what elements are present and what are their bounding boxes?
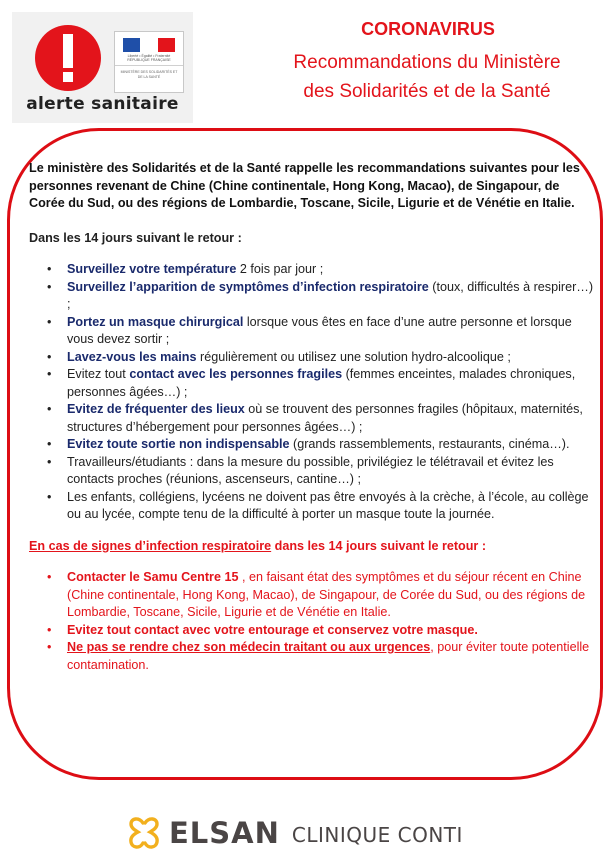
republic-motto: Liberté • Égalité • Fraternité RÉPUBLIQUE FRANÇAISE — [127, 54, 171, 62]
item-detail: (femmes enceintes, malades chroniques, personnes âgées…) ; — [67, 367, 576, 399]
bullet-icon: • — [47, 314, 52, 329]
item-emphasis: Surveillez l’apparition de symptômes d’infection respiratoire — [67, 279, 429, 294]
subtitle-line-1: Recommandations du Ministère — [293, 52, 561, 73]
bullet-icon: • — [47, 367, 52, 381]
item-emphasis: Evitez de fréquenter des lieux — [67, 402, 245, 416]
item-emphasis: Lavez-vous les mains — [67, 349, 197, 364]
french-flag-icon — [123, 38, 175, 52]
republique-francaise-logo — [114, 31, 184, 93]
exclamation-alert-icon — [35, 25, 101, 91]
bullet-icon: • — [47, 489, 52, 504]
section-heading-return: Dans les 14 jours suivant le retour : — [29, 230, 242, 245]
bullet-icon: • — [47, 262, 52, 276]
recommendations-content — [29, 160, 594, 674]
item-detail: (toux, difficultés à respirer…) ; — [67, 279, 594, 311]
list-item — [29, 314, 594, 349]
bullet-icon: • — [47, 279, 52, 294]
item-prefix: Les enfants, collégiens, lycéens ne doivent pas être envoyés à la crèche, à l’école, au collège ou au lycée, compte tenu de la difficulté à porter un masque toute la journée. — [67, 489, 589, 521]
list-item — [29, 569, 594, 622]
item-detail: régulièrement ou utilisez une solution hydro-alcoolique ; — [196, 349, 511, 364]
item-emphasis: Evitez toute sortie non indispensable — [67, 437, 290, 451]
item-detail: , en faisant état des symptômes et du séjour récent en Chine (Chine continentale, Hong Kong, Macao), de Singapour, de Corée du Sud, ou des régions de Lombardie, Toscane, Sicile, Ligurie et de Vénétie en Italie. — [67, 570, 586, 619]
list-item — [29, 401, 594, 436]
divider — [115, 65, 183, 66]
item-detail: (grands rassemblements, restaurants, cinéma…). — [289, 437, 570, 451]
bullet-icon: • — [47, 640, 52, 654]
brand-name: ELSAN — [169, 816, 280, 850]
item-detail: lorsque vous êtes en face d’une autre personne et lorsque vous devez sortir ; — [67, 314, 572, 346]
bullet-icon: • — [47, 349, 52, 364]
return-recommendations-list — [29, 261, 594, 524]
page-title: CORONAVIRUS — [361, 19, 495, 39]
item-emphasis: Ne pas se rendre chez son médecin traitant ou aux urgences — [67, 640, 431, 654]
alert-label: alerte sanitaire — [26, 94, 179, 114]
exclamation-bar — [63, 34, 73, 68]
intro-paragraph: Le ministère des Solidarités et de la Santé rappelle les recommandations suivantes pour les personnes revenant de Chine (Chine continentale, Hong Kong, Macao), de Singapour, de Corée du Sud, ou des régions de Lombardie, Toscane, Sicile, Ligurie et de Vénétie en Italie. — [29, 161, 580, 210]
clinic-name: CLINIQUE CONTI — [291, 823, 463, 847]
list-item — [29, 279, 594, 314]
bullet-icon: • — [47, 570, 52, 584]
item-emphasis: contact avec les personnes fragiles — [129, 367, 343, 381]
bullet-icon: • — [47, 402, 52, 416]
exclamation-dot — [63, 72, 73, 82]
list-item — [29, 436, 594, 454]
elsan-clinique-conti-logo — [127, 813, 463, 853]
item-detail: , pour éviter toute potentielle contamination. — [67, 640, 590, 672]
list-item — [29, 639, 594, 674]
item-emphasis: Evitez tout contact avec votre entourage et conservez votre masque. — [67, 622, 478, 637]
symptoms-recommendations-list — [29, 569, 594, 674]
list-item — [29, 261, 594, 279]
item-prefix: Evitez tout — [67, 367, 130, 381]
list-item — [29, 622, 594, 640]
section-heading-symptoms — [29, 538, 594, 556]
item-emphasis: Surveillez votre température — [67, 262, 237, 276]
ministry-name: MINISTÈRE DES SOLIDARITÉS ET DE LA SANTÉ — [120, 70, 178, 79]
list-item — [29, 349, 594, 367]
item-detail: où se trouvent des personnes fragiles (hôpitaux, maternités, structures d’hébergement pour personnes âgées…) ; — [67, 402, 583, 434]
page-title-block — [200, 18, 616, 106]
list-item — [29, 366, 594, 401]
item-emphasis: Contacter le Samu Centre 15 — [67, 570, 239, 584]
list-item — [29, 454, 594, 489]
elsan-logo-icon — [127, 816, 161, 850]
alerte-sanitaire-logo — [12, 12, 193, 123]
bullet-icon: • — [47, 437, 52, 451]
list-item — [29, 489, 594, 524]
bullet-icon: • — [47, 622, 52, 637]
item-prefix: Travailleurs/étudiants : dans la mesure du possible, privilégiez le télétravail et évitez les contacts proches (réunions, ascenseurs, cantine…) ; — [67, 454, 554, 486]
symptoms-heading-underlined: En cas de signes d’infection respiratoire — [29, 538, 272, 553]
item-emphasis: Portez un masque chirurgical — [67, 314, 244, 329]
item-detail: 2 fois par jour ; — [236, 262, 324, 276]
subtitle-line-2: des Solidarités et de la Santé — [303, 81, 551, 102]
bullet-icon: • — [47, 454, 52, 469]
symptoms-heading-rest: dans les 14 jours suivant le retour : — [271, 538, 487, 553]
page-subtitle — [238, 48, 616, 106]
